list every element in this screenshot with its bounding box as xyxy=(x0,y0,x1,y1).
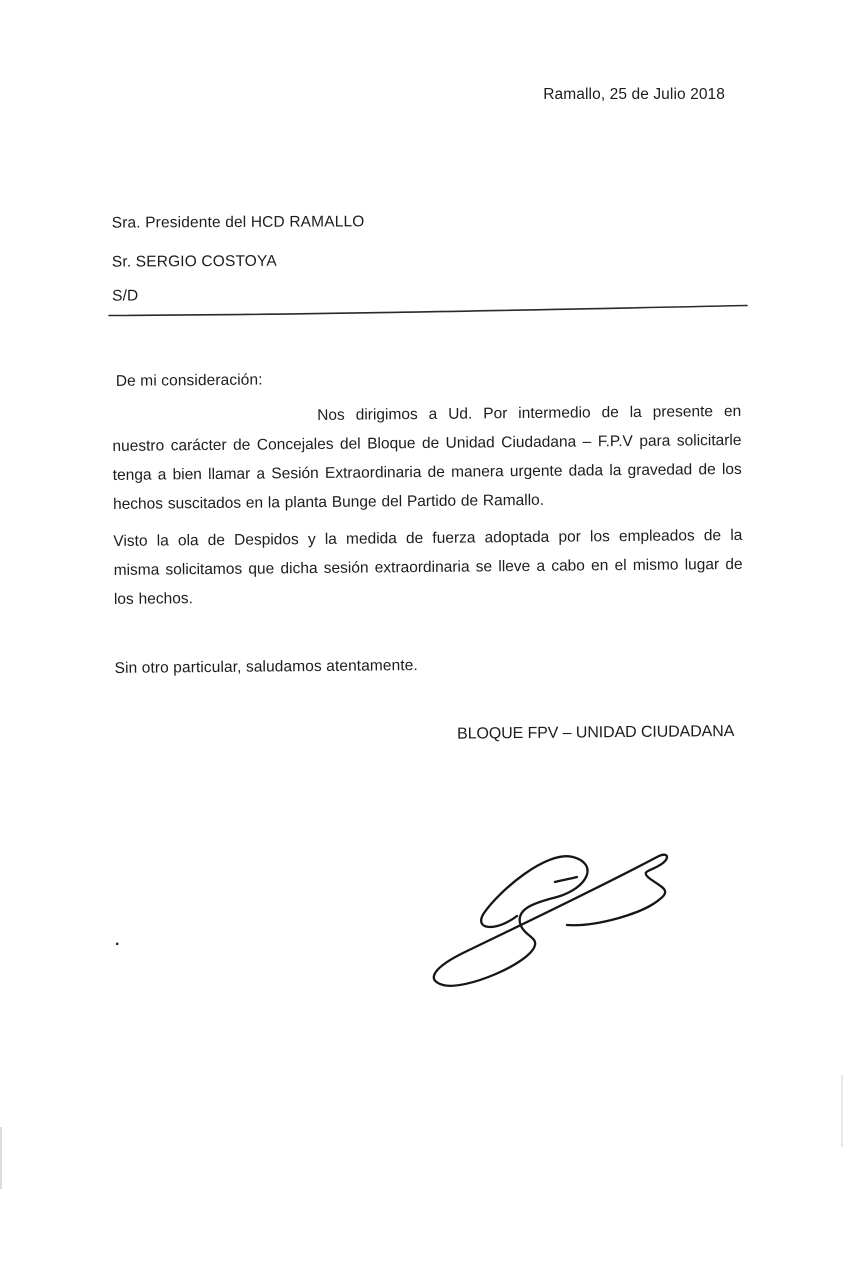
body-line: Visto la ola de Despidos y la medida de fuerza adoptada por los empleados de la xyxy=(113,526,743,550)
body-line: misma solicitamos que dicha sesión extraordinaria se lleve a cabo en el mismo lugar de xyxy=(113,555,743,579)
recipient-line-sd: S/D xyxy=(112,287,139,305)
body-line: los hechos. xyxy=(113,590,193,608)
date-line: Ramallo, 25 de Julio 2018 xyxy=(543,86,725,103)
body-paragraph-2 xyxy=(113,521,743,614)
body-line: tenga a bien llamar a Sesión Extraordinaria de manera urgente dada la gravedad de los xyxy=(112,460,742,484)
recipient-line-name: Sr. SERGIO COSTOYA xyxy=(111,252,277,271)
body-line: Nos dirigimos a Ud. Por intermedio de la presente en xyxy=(317,402,742,424)
recipient-line-title: Sra. Presidente del HCD RAMALLO xyxy=(111,213,365,232)
salutation-line: De mi consideración: xyxy=(115,371,263,390)
closing-line: Sin otro particular, saludamos atentamente. xyxy=(114,657,418,677)
stray-dot-mark: . xyxy=(115,932,120,949)
body-paragraph-1 xyxy=(112,397,742,519)
body-line: nuestro carácter de Concejales del Bloque de Unidad Ciudadana – F.P.V para solicitarle xyxy=(112,431,742,455)
handwritten-signature-icon xyxy=(420,842,670,992)
signature-org-line: BLOQUE FPV – UNIDAD CIUDADANA xyxy=(457,722,735,743)
scan-edge-artifact-left xyxy=(0,1127,2,1189)
body-line: hechos suscitados en la planta Bunge del Partido de Ramallo. xyxy=(112,491,545,513)
